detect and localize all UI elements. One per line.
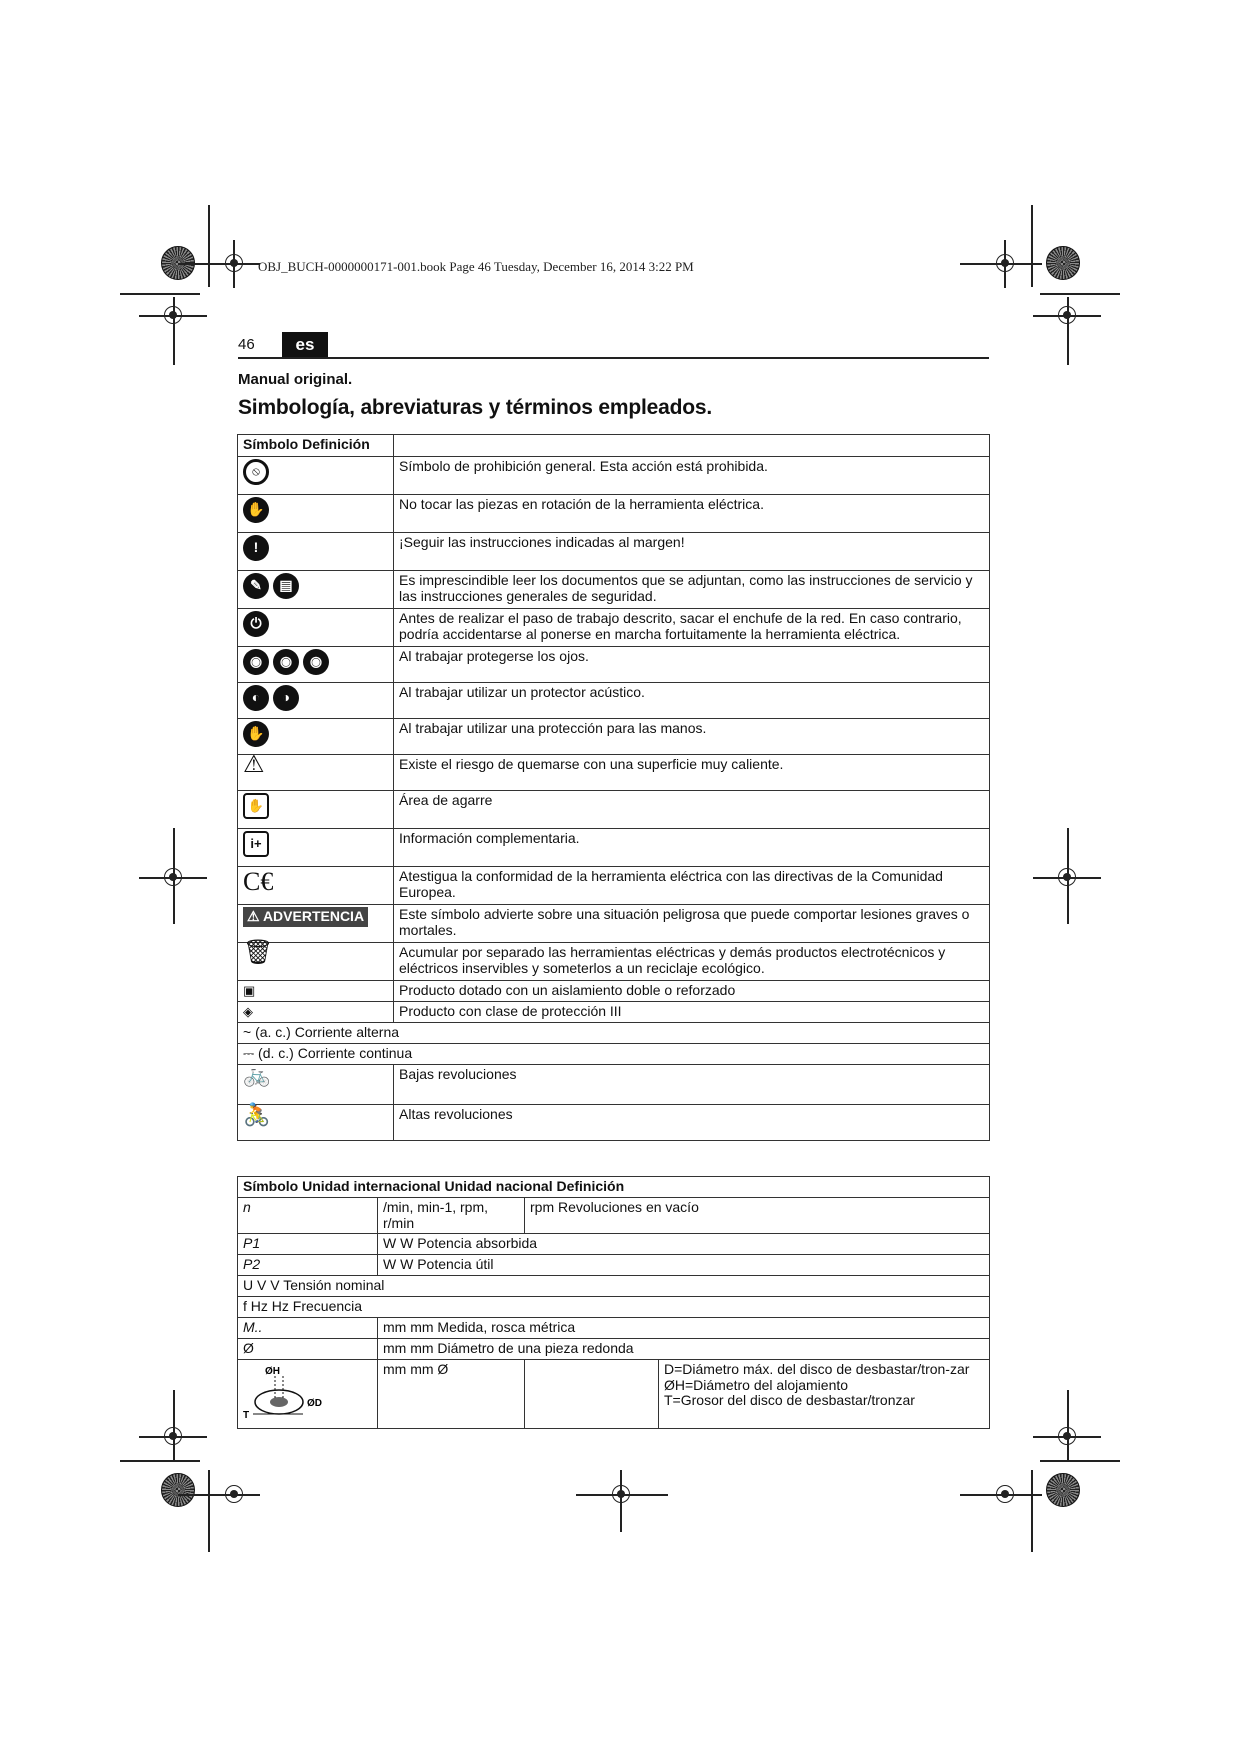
table-row bbox=[238, 755, 990, 791]
prohibition-icon: ⦸ bbox=[243, 459, 269, 485]
definition: Al trabajar utilizar un protector acústico. bbox=[394, 683, 990, 719]
unit-definition: W W Potencia absorbida bbox=[378, 1234, 990, 1255]
table-row bbox=[238, 791, 990, 829]
definition: Antes de realizar el paso de trabajo descrito, sacar el enchufe de la red. En caso contrario, podría accidentarse al ponerse en marcha fortuitamente la herramienta eléctrica. bbox=[394, 609, 990, 647]
book-file-header: OBJ_BUCH-0000000171-001.book Page 46 Tuesday, December 16, 2014 3:22 PM bbox=[258, 259, 694, 274]
table-row bbox=[238, 1002, 990, 1023]
low-speed-icon: 🚲 bbox=[243, 1062, 271, 1087]
definition: Área de agarre bbox=[394, 791, 990, 829]
table-row bbox=[238, 609, 990, 647]
definition-line: ØH=Diámetro del alojamiento bbox=[664, 1376, 849, 1393]
warning-badge: ⚠ ADVERTENCIA bbox=[243, 907, 368, 927]
table-row bbox=[238, 981, 990, 1002]
exclamation-icon: ! bbox=[243, 535, 269, 561]
units-table bbox=[237, 1176, 990, 1429]
table-row bbox=[238, 905, 990, 943]
svg-text:T: T bbox=[243, 1410, 250, 1421]
hot-surface-icon: ⚠ bbox=[243, 751, 265, 778]
table-row bbox=[238, 1297, 990, 1318]
ac-row-text: ~ (a. c.) Corriente alterna bbox=[238, 1023, 990, 1044]
unit-definition: U V V Tensión nominal bbox=[238, 1276, 990, 1297]
goggles-icon: ◉ bbox=[243, 649, 269, 675]
symbols-header: Símbolo Definición bbox=[238, 435, 394, 457]
svg-text:ØH: ØH bbox=[265, 1366, 280, 1377]
definition: Al trabajar protegerse los ojos. bbox=[394, 647, 990, 683]
national-unit-definition: rpm Revoluciones en vacío bbox=[525, 1198, 990, 1234]
read-documents-icon: ✎ bbox=[243, 573, 269, 599]
disc-diagram-icon bbox=[243, 1362, 329, 1422]
ce-mark-icon: C€ bbox=[243, 867, 274, 896]
table-row bbox=[238, 829, 990, 867]
table-row bbox=[238, 1318, 990, 1339]
table-header-row bbox=[238, 435, 990, 457]
eye-protection-icon: ◉ bbox=[303, 649, 329, 675]
table-row bbox=[238, 1255, 990, 1276]
table-row bbox=[238, 683, 990, 719]
ear-protection-icon: ◐ bbox=[243, 685, 269, 711]
unit-definition: mm mm Medida, rosca métrica bbox=[378, 1318, 990, 1339]
definition: Símbolo de prohibición general. Esta acción está prohibida. bbox=[394, 457, 990, 495]
face-shield-icon: ◉ bbox=[273, 649, 299, 675]
definition: Bajas revoluciones bbox=[394, 1065, 990, 1105]
definition: Acumular por separado las herramientas eléctricas y demás productos electrotécnicos y eléctricos inservibles y someterlos a un reciclaje ecológico. bbox=[394, 943, 990, 981]
subtitle: Manual original. bbox=[238, 371, 353, 388]
header-rule bbox=[238, 357, 989, 359]
definition: Producto con clase de protección III bbox=[394, 1002, 990, 1023]
weee-bin-icon: 🗑 bbox=[243, 939, 274, 966]
dc-row-text: ⎓ (d. c.) Corriente continua bbox=[238, 1044, 990, 1065]
table-row bbox=[238, 1044, 990, 1065]
warning-icon: ⚠ bbox=[247, 908, 260, 924]
manual-book-icon: ▤ bbox=[273, 573, 299, 599]
symbol: n bbox=[243, 1199, 251, 1215]
table-row bbox=[238, 1105, 990, 1141]
definition: ¡Seguir las instrucciones indicadas al margen! bbox=[394, 533, 990, 571]
info-icon: i+ bbox=[243, 831, 269, 857]
symbols-table bbox=[237, 434, 990, 1141]
table-row bbox=[238, 1198, 990, 1234]
grip-area-icon: ✋ bbox=[243, 793, 269, 819]
hand-protection-icon: ✋ bbox=[243, 721, 269, 747]
table-row bbox=[238, 1276, 990, 1297]
earmuffs-icon: ◑ bbox=[273, 685, 299, 711]
unit-definition: f Hz Hz Frecuencia bbox=[238, 1297, 990, 1318]
definition-line: D=Diámetro máx. del disco de desbastar/tron-zar bbox=[664, 1361, 970, 1377]
high-speed-icon: 🚴 bbox=[243, 1102, 271, 1127]
definition: Existe el riesgo de quemarse con una superficie muy caliente. bbox=[394, 755, 990, 791]
double-insulation-icon: ▣ bbox=[243, 983, 256, 998]
definition: Al trabajar utilizar una protección para las manos. bbox=[394, 719, 990, 755]
page-number: 46 bbox=[238, 336, 255, 353]
definition-line: T=Grosor del disco de desbastar/tronzar bbox=[664, 1392, 915, 1408]
table-header-row bbox=[238, 1177, 990, 1198]
table-row bbox=[238, 1065, 990, 1105]
page-title: Simbología, abreviaturas y términos empleados. bbox=[238, 396, 712, 419]
table-row bbox=[238, 533, 990, 571]
units-header: Símbolo Unidad internacional Unidad nacional Definición bbox=[238, 1177, 990, 1198]
symbol: P1 bbox=[243, 1235, 261, 1251]
table-row bbox=[238, 1234, 990, 1255]
table-row bbox=[238, 943, 990, 981]
table-row bbox=[238, 647, 990, 683]
definition: No tocar las piezas en rotación de la herramienta eléctrica. bbox=[394, 495, 990, 533]
no-touch-rotating-icon: ✋ bbox=[243, 497, 269, 523]
table-row bbox=[238, 1339, 990, 1360]
table-row bbox=[238, 1023, 990, 1044]
class-iii-icon: ◈ bbox=[243, 1004, 253, 1019]
symbol: P2 bbox=[243, 1256, 261, 1272]
language-badge: es bbox=[282, 332, 328, 357]
unit-definition: W W Potencia útil bbox=[378, 1255, 990, 1276]
definition: Altas revoluciones bbox=[394, 1105, 990, 1141]
definition: Atestigua la conformidad de la herramienta eléctrica con las directivas de la Comunidad Europea. bbox=[394, 867, 990, 905]
intl-unit: mm mm Ø bbox=[378, 1360, 525, 1429]
table-row bbox=[238, 457, 990, 495]
table-row bbox=[238, 867, 990, 905]
table-row bbox=[238, 495, 990, 533]
table-row bbox=[238, 571, 990, 609]
intl-unit: /min, min-1, rpm, r/min bbox=[378, 1198, 525, 1234]
table-row bbox=[238, 1360, 990, 1429]
definition: Es imprescindible leer los documentos que se adjuntan, como las instrucciones de servicio y las instrucciones generales de seguridad. bbox=[394, 571, 990, 609]
unit-definition: mm mm Diámetro de una pieza redonda bbox=[378, 1339, 990, 1360]
definition: Producto dotado con un aislamiento doble o reforzado bbox=[394, 981, 990, 1002]
symbol: Ø bbox=[238, 1339, 378, 1360]
svg-text:ØD: ØD bbox=[307, 1398, 322, 1409]
unplug-icon: ⏻ bbox=[243, 611, 269, 637]
table-row bbox=[238, 719, 990, 755]
definition: Información complementaria. bbox=[394, 829, 990, 867]
symbol: M.. bbox=[243, 1319, 263, 1335]
definition: Este símbolo advierte sobre una situación peligrosa que puede comportar lesiones graves o mortales. bbox=[394, 905, 990, 943]
